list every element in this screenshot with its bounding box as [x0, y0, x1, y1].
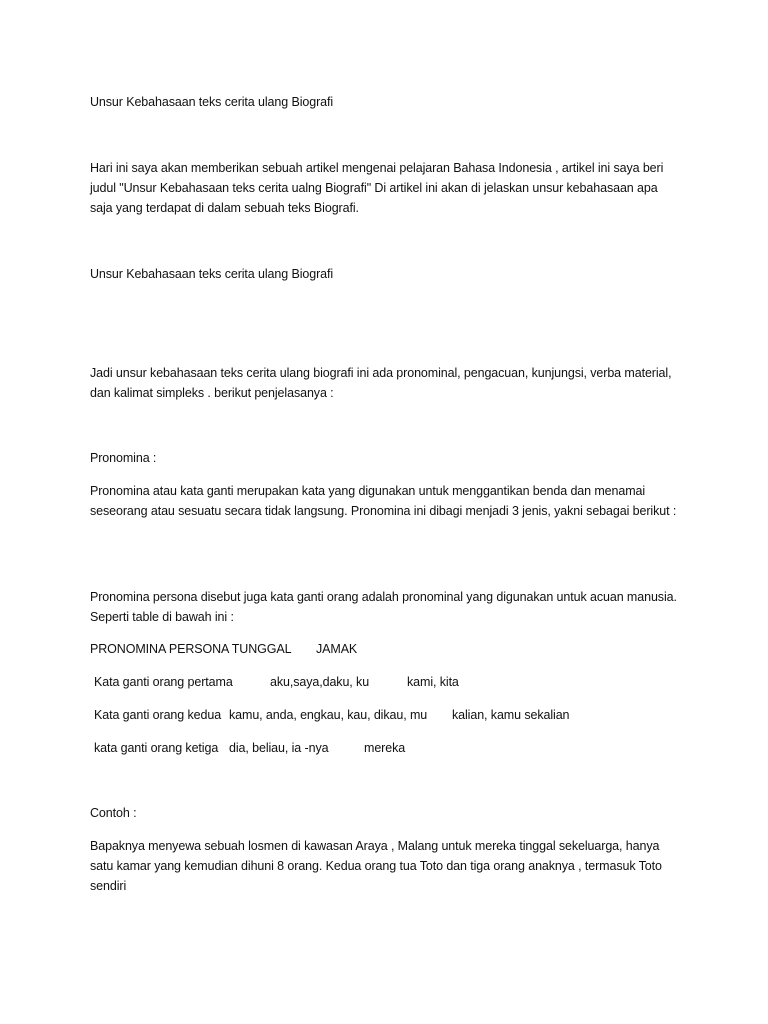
- table-header-plural: JAMAK: [316, 642, 358, 656]
- contoh-paragraph: Bapaknya menyewa sebuah losmen di kawasan Araya , Malang untuk mereka tinggal sekeluarga, hanya satu kamar yang kemudian dihuni 8 orang. Kedua orang tua Toto dan tiga orang anaknya , termasuk Toto sendiri: [90, 839, 662, 893]
- table-row-label: kata ganti orang ketiga: [94, 741, 219, 755]
- pronomina-heading: Pronomina :: [90, 451, 157, 465]
- contoh-heading: Contoh :: [90, 806, 137, 820]
- intro-paragraph: Hari ini saya akan memberikan sebuah artikel mengenai pelajaran Bahasa Indonesia , artikel ini saya beri judul "Unsur Kebahasaan teks cerita ualng Biografi" Di artikel ini akan di jelaskan unsur kebahasaan apa saja yang terdapat di dalam sebuah teks Biografi.: [90, 161, 664, 215]
- table-row: [90, 705, 710, 725]
- table-row-singular: dia, beliau, ia -nya: [229, 741, 329, 755]
- table-row-label: Kata ganti orang pertama: [94, 675, 233, 689]
- table-row: [90, 738, 710, 758]
- table-row-singular: aku,saya,daku, ku: [270, 675, 370, 689]
- table-header-singular: PRONOMINA PERSONA TUNGGAL: [90, 642, 292, 656]
- table-row: [90, 672, 710, 692]
- table-row-plural: mereka: [364, 741, 406, 755]
- table-row-singular: kamu, anda, engkau, kau, dikau, mu: [229, 708, 428, 722]
- section-heading: Unsur Kebahasaan teks cerita ulang Biografi: [90, 267, 334, 281]
- table-row-label: Kata ganti orang kedua: [94, 708, 222, 722]
- pronomina-paragraph: Pronomina atau kata ganti merupakan kata yang digunakan untuk menggantikan benda dan menamai seseorang atau sesuatu secara tidak langsung. Pronomina ini dibagi menjadi 3 jenis, yakni sebagai berikut :: [90, 484, 677, 518]
- table-row-plural: kalian, kamu sekalian: [452, 708, 570, 722]
- persona-paragraph: Pronomina persona disebut juga kata ganti orang adalah pronominal yang digunakan untuk acuan manusia. Seperti table di bawah ini :: [90, 590, 677, 624]
- table-header-row: [90, 639, 710, 659]
- document-title: Unsur Kebahasaan teks cerita ulang Biografi: [90, 95, 334, 109]
- table-row-plural: kami, kita: [407, 675, 459, 689]
- summary-paragraph: Jadi unsur kebahasaan teks cerita ulang biografi ini ada pronominal, pengacuan, kunjungsi, verba material, dan kalimat simpleks . berikut penjelasanya :: [90, 366, 672, 400]
